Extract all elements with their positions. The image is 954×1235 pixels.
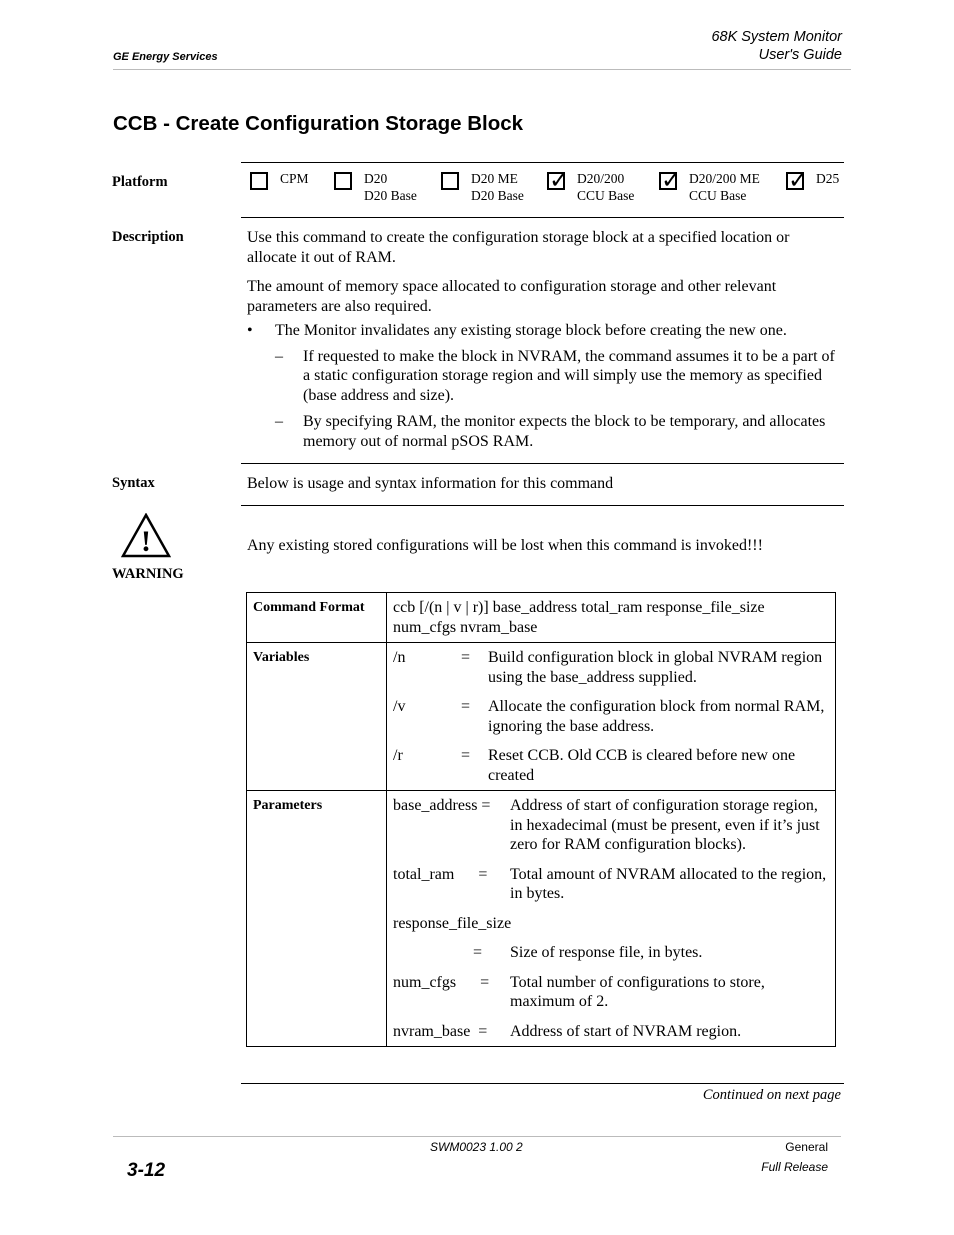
- syntax-label: Syntax: [112, 475, 155, 491]
- variables-value: [387, 643, 836, 791]
- platform-item-sublabel: CCU Base: [689, 188, 747, 203]
- parameter-key: =: [393, 944, 483, 961]
- footer-release: Full Release: [761, 1160, 828, 1174]
- description-subbullet: [275, 412, 837, 451]
- description-bottom-rule: [241, 463, 844, 464]
- platform-item-label: D20/200: [577, 171, 625, 186]
- checkbox-icon: [441, 172, 459, 190]
- checked-checkbox-icon: ✓: [661, 166, 682, 194]
- variable-description: Build configuration block in global NVRAM region using the base_address supplied.: [488, 649, 823, 686]
- checkbox-icon: [334, 172, 352, 190]
- platform-item-label: CPM: [280, 171, 309, 186]
- platform-item-cpm: [250, 172, 309, 190]
- header-rule: [113, 69, 851, 70]
- variable-item: [393, 746, 829, 785]
- checked-checkbox-icon: ✓: [549, 166, 570, 194]
- command-table: [246, 592, 836, 1047]
- warning-icon: [121, 513, 171, 558]
- parameters-label: Parameters: [247, 791, 387, 1047]
- description-paragraph: Use this command to create the configuration storage block at a specified location or allocate it out of RAM.: [247, 229, 790, 266]
- syntax-bottom-rule: [241, 505, 844, 506]
- parameter-key: num_cfgs =: [393, 973, 490, 991]
- table-bottom-rule: [241, 1083, 844, 1084]
- parameter-description: Total number of configurations to store, maximum of 2.: [510, 973, 765, 1010]
- parameter-description: Size of response file, in bytes.: [510, 944, 703, 961]
- parameter-description: Address of start of NVRAM region.: [510, 1022, 742, 1040]
- platform-item-label: D20: [364, 171, 388, 186]
- bullet-text: The Monitor invalidates any existing storage block before creating the new one.: [275, 322, 787, 339]
- variable-description: Reset CCB. Old CCB is cleared before new one created: [488, 747, 796, 784]
- variable-description: Allocate the configuration block from normal RAM, ignoring the base address.: [488, 698, 825, 735]
- parameter-key: base_address =: [393, 797, 491, 814]
- parameter-item: [393, 865, 829, 904]
- variables-label: Variables: [247, 643, 387, 791]
- variable-key: /v: [393, 698, 406, 715]
- platform-item-d20-200: [547, 166, 635, 204]
- variable-equals: =: [461, 747, 471, 764]
- platform-item-d20-me: [441, 172, 524, 204]
- parameter-item: [393, 973, 829, 1012]
- platform-item-sublabel: CCU Base: [577, 188, 635, 203]
- parameter-key: nvram_base =: [393, 1022, 488, 1040]
- description-bullet: [247, 321, 837, 341]
- command-format-label: Command Format: [247, 593, 387, 643]
- description-subbullet: [275, 347, 837, 406]
- platform-label: Platform: [112, 174, 168, 190]
- continued-note: Continued on next page: [702, 1087, 841, 1103]
- variable-equals: =: [461, 698, 471, 715]
- parameter-key: total_ram =: [393, 865, 488, 883]
- checkbox-icon: [250, 172, 268, 190]
- description-label: Description: [112, 229, 184, 245]
- subbullet-text: By specifying RAM, the monitor expects the block to be temporary, and allocates memory out of normal pSOS RAM.: [303, 413, 826, 450]
- subbullet-text: If requested to make the block in NVRAM, the command assumes it to be a part of a static configuration storage region and will simply use the memory as specified (base address and size).: [303, 347, 835, 404]
- platform-item-sublabel: D20 Base: [471, 188, 524, 203]
- platform-item-d25: [786, 166, 840, 194]
- variable-equals: =: [461, 649, 471, 666]
- document-number: SWM0023 1.00 2: [430, 1140, 523, 1154]
- description-body: [247, 228, 837, 451]
- table-row: [247, 791, 836, 1047]
- document-title-line2: User's Guide: [758, 47, 842, 63]
- warning-label: WARNING: [112, 566, 184, 582]
- platform-item-label: D20/200 ME: [689, 171, 760, 186]
- footer-classification: General: [785, 1140, 828, 1154]
- dash-icon: –: [275, 413, 283, 430]
- variable-item: [393, 697, 829, 736]
- parameter-item: [393, 914, 829, 934]
- platform-item-label: D25: [816, 171, 840, 186]
- company-name: GE Energy Services: [113, 51, 218, 63]
- syntax-text: Below is usage and syntax information for this command: [247, 475, 614, 492]
- svg-text:!: !: [141, 525, 151, 558]
- variable-key: /r: [393, 747, 403, 764]
- page-number: 3-12: [127, 1160, 166, 1181]
- description-paragraph: The amount of memory space allocated to configuration storage and other relevant parameters are also required.: [247, 278, 777, 315]
- parameter-key: response_file_size: [393, 914, 512, 932]
- bullet-icon: •: [247, 322, 253, 339]
- parameter-description: Total amount of NVRAM allocated to the region, in bytes.: [510, 865, 827, 902]
- document-title: [711, 28, 842, 64]
- warning-text: Any existing stored configurations will be lost when this command is invoked!!!: [247, 537, 763, 554]
- parameter-item: [393, 796, 829, 855]
- command-format-value: ccb [/(n | v | r)] base_address total_ram response_file_size num_cfgs nvram_base: [387, 593, 836, 643]
- platform-item-label: D20 ME: [471, 171, 518, 186]
- platform-item-d20-200-me: [659, 166, 760, 204]
- parameter-description: Address of start of configuration storage region, in hexadecimal (must be present, even if it’s just zero for RAM configuration blocks).: [510, 797, 820, 853]
- table-row: [247, 593, 836, 643]
- parameter-description: [510, 914, 829, 934]
- parameter-item: [393, 943, 829, 963]
- platform-item-sublabel: D20 Base: [364, 188, 417, 203]
- platform-bottom-rule: [241, 217, 844, 218]
- document-title-line1: 68K System Monitor: [711, 29, 842, 45]
- page-title: CCB - Create Configuration Storage Block: [113, 112, 524, 135]
- dash-icon: –: [275, 347, 283, 365]
- variable-item: [393, 648, 829, 687]
- footer-rule: [113, 1136, 841, 1137]
- variable-key: /n: [393, 649, 406, 666]
- parameter-item: [393, 1022, 829, 1042]
- parameters-value: [387, 791, 836, 1047]
- platform-top-rule: [241, 162, 844, 163]
- table-row: [247, 643, 836, 791]
- checked-checkbox-icon: ✓: [788, 166, 809, 194]
- platform-item-d20: [334, 172, 417, 204]
